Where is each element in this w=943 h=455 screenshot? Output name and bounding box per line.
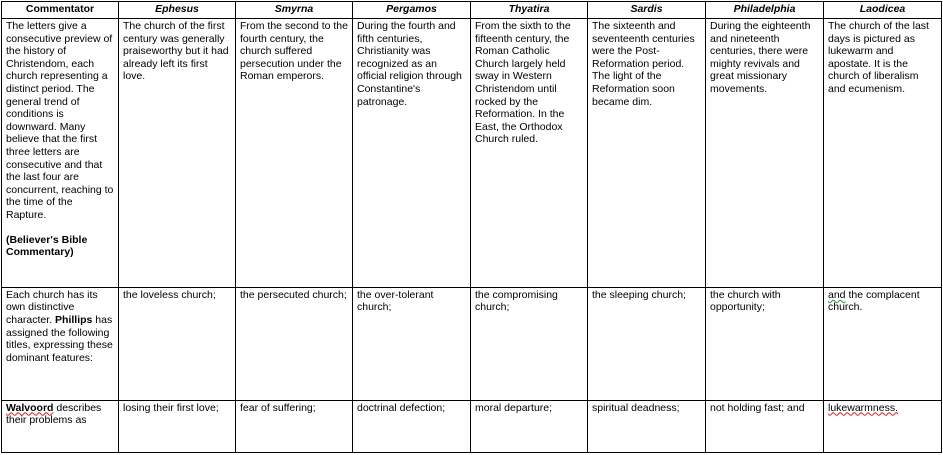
churches-table: [1, 1, 942, 453]
cell-philadelphia-period: During the eighteenth and nineteenth centuries, there were mighty revivals and great missionary movements.: [706, 19, 824, 288]
grammar-flag-word: and: [828, 288, 846, 301]
cell-smyrna-period: From the second to the fourth century, the church suffered persecution under the Roman emperors.: [236, 19, 353, 288]
header-laodicea: Laodicea: [824, 2, 942, 19]
cell-commentator-walvoord: Walvoord describes their problems as: [2, 400, 119, 452]
cell-commentator-phillips: Each church has its own distinctive character. Phillips has assigned the following titles, expressing these dominant features:: [2, 287, 119, 400]
header-commentator: Commentator: [2, 2, 119, 19]
commentator-text: The letters give a consecutive preview of the history of Christendom, each church representing a distinct period. The general trend of conditions is downward. Many believe that the first three letters are consecutive and that the last four are concurrent, reaching to the time of the Rapture.: [6, 20, 114, 222]
header-ephesus: Ephesus: [119, 2, 236, 19]
header-row: [2, 2, 942, 19]
cell-thyatira-period: From the sixth to the fifteenth century, the Roman Catholic Church largely held sway in Western Christendom until rocked by the Reformation. In the East, the Orthodox Church ruled.: [471, 19, 588, 288]
cell-philadelphia-title: the church with opportunity;: [706, 287, 824, 400]
cell-sardis-title: the sleeping church;: [588, 287, 706, 400]
commentator-source: (Believer's Bible Commentary): [6, 233, 88, 259]
table-row: [2, 19, 942, 288]
cell-pergamos-title: the over-tolerant church;: [353, 287, 471, 400]
cell-pergamos-period: During the fourth and fifth centuries, Christianity was recognized as an official religion through Constantine's patronage.: [353, 19, 471, 288]
header-smyrna: Smyrna: [236, 2, 353, 19]
cell-ephesus-title: the loveless church;: [119, 287, 236, 400]
header-sardis: Sardis: [588, 2, 706, 19]
table-row: [2, 400, 942, 452]
cell-smyrna-problem: fear of suffering;: [236, 400, 353, 452]
cell-thyatira-problem: moral departure;: [471, 400, 588, 452]
spelling-flag-word: lukewarmness.: [828, 401, 899, 414]
cell-sardis-period: The sixteenth and seventeenth centuries were the Post-Reformation period. The light of the Reformation soon became dim.: [588, 19, 706, 288]
walvoord-name: Walvoord: [6, 401, 54, 414]
cell-commentator-bbc: [2, 19, 119, 288]
table-row: [2, 287, 942, 400]
phillips-name: Phillips: [55, 314, 93, 327]
cell-laodicea-title: and the complacent church.: [824, 287, 942, 400]
cell-laodicea-problem: [824, 400, 942, 452]
cell-smyrna-title: the persecuted church;: [236, 287, 353, 400]
header-pergamos: Pergamos: [353, 2, 471, 19]
cell-philadelphia-problem: not holding fast; and: [706, 400, 824, 452]
cell-pergamos-problem: doctrinal defection;: [353, 400, 471, 452]
cell-ephesus-period: The church of the first century was generally praiseworthy but it had already left its first love.: [119, 19, 236, 288]
header-philadelphia: Philadelphia: [706, 2, 824, 19]
cell-laodicea-period: The church of the last days is pictured as lukewarm and apostate. It is the church of liberalism and ecumenism.: [824, 19, 942, 288]
cell-sardis-problem: spiritual deadness;: [588, 400, 706, 452]
header-thyatira: Thyatira: [471, 2, 588, 19]
cell-thyatira-title: the compromising church;: [471, 287, 588, 400]
cell-ephesus-problem: losing their first love;: [119, 400, 236, 452]
